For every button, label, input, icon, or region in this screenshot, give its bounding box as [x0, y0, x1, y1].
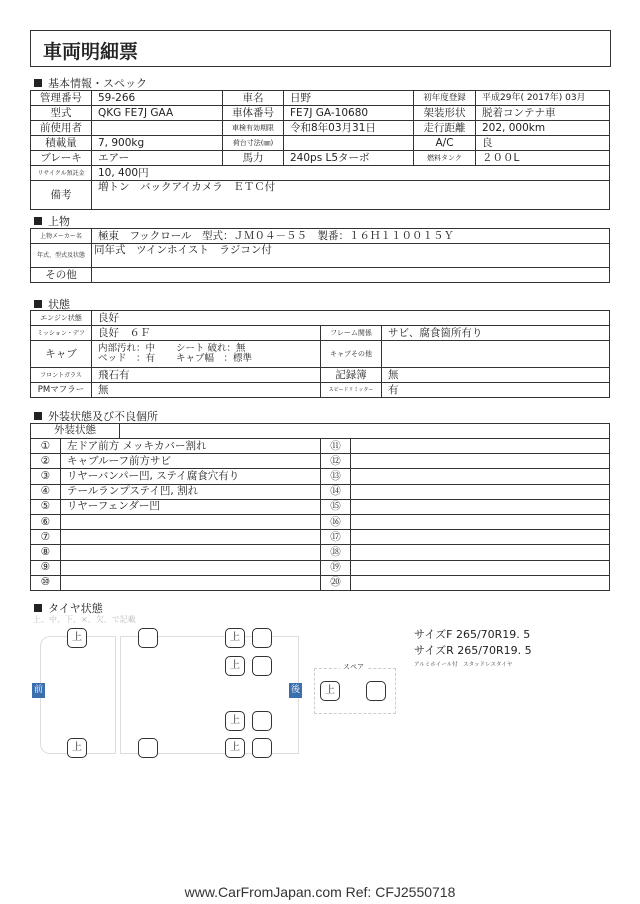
exterior-item-text: 左ドア前方 メッキカバー割れ — [61, 439, 321, 454]
tire-rear4-inner[interactable] — [252, 738, 272, 758]
exterior-item-text — [351, 499, 610, 514]
exterior-item-text — [351, 439, 610, 454]
exterior-item-number: ⑰ — [321, 530, 351, 545]
square-bullet-icon — [34, 300, 42, 308]
exterior-item-text — [351, 545, 610, 560]
label-windshield: フロントガラス — [31, 368, 92, 383]
exterior-item-number: ⑫ — [321, 454, 351, 469]
exterior-item-text: テールランプステイ凹, 割れ — [61, 484, 321, 499]
exterior-item-number: ⑳ — [321, 575, 351, 590]
tire-rear2-outer[interactable]: 上 — [225, 656, 245, 676]
table-row — [31, 136, 610, 151]
label-cab-other: キャブその他 — [321, 341, 382, 368]
label-bed-dimensions: 荷台寸法(㎜) — [223, 136, 284, 151]
cab-seat: シート 破れ：無 — [176, 343, 246, 354]
label-management-no: 管理番号 — [31, 91, 92, 106]
label-chassis-no: 車体番号 — [223, 106, 284, 121]
value-frame: サビ、腐食箇所有り — [382, 326, 610, 341]
exterior-item-text — [351, 484, 610, 499]
value-load-capacity: 7, 900kg — [92, 136, 223, 151]
table-row — [31, 545, 610, 560]
exterior-item-number: ⑨ — [31, 560, 61, 575]
section-basic-heading — [34, 75, 147, 91]
value-horsepower: 240ps L5ターボ — [284, 151, 414, 166]
table-row — [31, 268, 610, 283]
label-horsepower: 馬力 — [223, 151, 284, 166]
table-row — [31, 151, 610, 166]
table-row — [31, 514, 610, 529]
label-remarks: 備考 — [31, 181, 92, 210]
exterior-item-number: ⑮ — [321, 499, 351, 514]
tire-rear3-outer[interactable]: 上 — [225, 711, 245, 731]
exterior-item-text — [61, 530, 321, 545]
page-title: 車両明細票 — [43, 41, 139, 63]
condition-table — [30, 310, 610, 398]
value-cab-other — [382, 341, 610, 368]
section-basic-title: 基本情報・スペック — [48, 77, 147, 90]
value-speed-limiter: 有 — [382, 383, 610, 398]
exterior-item-text — [351, 530, 610, 545]
exterior-item-text — [351, 560, 610, 575]
exterior-item-text — [61, 514, 321, 529]
exterior-item-text — [61, 575, 321, 590]
value-record-book: 無 — [382, 368, 610, 383]
section-body-title: 上物 — [48, 215, 70, 228]
table-row — [31, 326, 610, 341]
value-body-year: 同年式 ツインホイスト ラジコン付 — [92, 244, 610, 268]
value-fuel-tank: ２００L — [476, 151, 610, 166]
label-inspection-expiry: 車検有効期限 — [223, 121, 284, 136]
table-row — [31, 499, 610, 514]
table-row — [31, 244, 610, 268]
exterior-item-number: ⑦ — [31, 530, 61, 545]
value-inspection-expiry: 令和8年03月31日 — [284, 121, 414, 136]
value-car-name: 日野 — [284, 91, 414, 106]
value-engine: 良好 — [92, 311, 610, 326]
label-body-maker: 上物メーカー名 — [31, 229, 92, 244]
label-first-registration: 初年度登録 — [414, 91, 476, 106]
label-car-name: 車名 — [223, 91, 284, 106]
label-cab: キャブ — [31, 341, 92, 368]
table-row — [31, 454, 610, 469]
exterior-item-text — [351, 454, 610, 469]
table-row — [31, 229, 610, 244]
tire-rear1-inner[interactable] — [252, 628, 272, 648]
exterior-item-number: ⑧ — [31, 545, 61, 560]
footer-reference: www.CarFromJapan.com Ref: CFJ2550718 — [184, 884, 456, 900]
table-row — [31, 560, 610, 575]
exterior-item-number: ⑥ — [31, 514, 61, 529]
label-speed-limiter: スピードリミッター — [321, 383, 382, 398]
label-previous-user: 前使用者 — [31, 121, 92, 136]
value-mission: 良好 ６Ｆ — [92, 326, 321, 341]
table-row — [31, 484, 610, 499]
value-management-no: 59-266 — [92, 91, 223, 106]
cab-width: キャブ幅 ：標準 — [176, 353, 253, 364]
table-row — [31, 166, 610, 181]
label-body-year: 年式、型式及状態 — [31, 244, 92, 268]
value-pm-muffler: 無 — [92, 383, 321, 398]
exterior-item-text — [351, 469, 610, 484]
value-ac: 良 — [476, 136, 610, 151]
cab-line-2 — [98, 354, 320, 364]
label-brake: ブレーキ — [31, 151, 92, 166]
label-record-book: 記録簿 — [321, 368, 382, 383]
exterior-item-text — [351, 575, 610, 590]
section-exterior-heading — [34, 408, 158, 424]
label-mileage: 走行距離 — [414, 121, 476, 136]
label-load-capacity: 積載量 — [31, 136, 92, 151]
value-bed-dimensions — [284, 136, 414, 151]
exterior-item-text: リヤーバンパー凹, ステイ腐食穴有り — [61, 469, 321, 484]
tire-hint: 上、中、下、×、欠、で記載 — [33, 615, 136, 624]
tire-rear1-outer[interactable]: 上 — [225, 628, 245, 648]
tire-size-front: サイズF 265/70R19. 5 — [414, 628, 531, 641]
section-exterior-title: 外装状態及び不良個所 — [48, 410, 158, 423]
table-row — [31, 106, 610, 121]
value-mileage: 202, 000km — [476, 121, 610, 136]
exterior-item-number: ⑩ — [31, 575, 61, 590]
value-first-registration: 平成29年( 2017年) 03月 — [476, 91, 610, 106]
label-pm-muffler: PMマフラー — [31, 383, 92, 398]
section-body-heading — [34, 213, 70, 229]
value-recycle-fee: 10, 400円 — [92, 166, 610, 181]
spare-label: スペア — [340, 662, 367, 672]
table-row — [31, 424, 610, 439]
label-body-other: その他 — [31, 268, 92, 283]
label-fuel-tank: 燃料タンク — [414, 151, 476, 166]
exterior-item-number: ② — [31, 454, 61, 469]
value-model: QKG FE7J GAA — [92, 106, 223, 121]
exterior-item-number: ⑪ — [321, 439, 351, 454]
table-row — [31, 368, 610, 383]
exterior-header-cell — [31, 424, 610, 439]
table-row — [31, 383, 610, 398]
label-mission: ミッション・デフ — [31, 326, 92, 341]
exterior-item-text: キャブルーフ前方サビ — [61, 454, 321, 469]
tire-rear3-inner[interactable] — [252, 711, 272, 731]
section-tire-title: タイヤ状態 — [48, 602, 103, 615]
value-brake: エアー — [92, 151, 223, 166]
value-windshield: 飛石有 — [92, 368, 321, 383]
tire-note: アルミホイール付 スタッドレスタイヤ — [414, 662, 513, 668]
tire-spare-2[interactable] — [366, 681, 386, 701]
square-bullet-icon — [34, 79, 42, 87]
exterior-item-number: ⑤ — [31, 499, 61, 514]
tire-spare-1[interactable]: 上 — [320, 681, 340, 701]
table-row — [31, 439, 610, 454]
exterior-item-text — [351, 514, 610, 529]
label-model: 型式 — [31, 106, 92, 121]
label-engine: エンジン状態 — [31, 311, 92, 326]
exterior-item-text: リヤーフェンダー凹 — [61, 499, 321, 514]
table-row — [31, 575, 610, 590]
tire-front-left[interactable]: 上 — [67, 628, 87, 648]
exterior-sub-label: 外装状態 — [31, 424, 120, 438]
label-body-type: 架装形状 — [414, 106, 476, 121]
table-row — [31, 91, 610, 106]
exterior-item-number: ③ — [31, 469, 61, 484]
exterior-item-number: ④ — [31, 484, 61, 499]
tire-mid-left[interactable] — [138, 628, 158, 648]
table-row — [31, 469, 610, 484]
square-bullet-icon — [34, 604, 42, 612]
exterior-table — [30, 423, 610, 591]
tire-rear4-outer[interactable]: 上 — [225, 738, 245, 758]
table-row — [31, 181, 610, 210]
exterior-item-number: ⑭ — [321, 484, 351, 499]
exterior-item-number: ⑬ — [321, 469, 351, 484]
table-row — [31, 341, 610, 368]
tire-front-right[interactable]: 上 — [67, 738, 87, 758]
tire-size-rear: サイズR 265/70R19. 5 — [414, 644, 532, 657]
value-body-maker: 極東 フックロール 型式：ＪＭ０４－５５ 製番：１６Ｈ１１００１５Ｙ — [92, 229, 610, 244]
square-bullet-icon — [34, 412, 42, 420]
rear-badge: 後 — [289, 683, 302, 698]
exterior-item-number: ⑱ — [321, 545, 351, 560]
exterior-item-number: ⑯ — [321, 514, 351, 529]
tire-rear2-inner[interactable] — [252, 656, 272, 676]
value-chassis-no: FE7J GA-10680 — [284, 106, 414, 121]
cab-dirt: 内部汚れ：中 — [98, 343, 156, 354]
body-table — [30, 228, 610, 283]
table-row — [31, 530, 610, 545]
cab-outline — [40, 636, 116, 754]
front-badge: 前 — [32, 683, 45, 698]
title-box — [30, 30, 611, 67]
basic-info-table — [30, 90, 610, 210]
section-condition-title: 状態 — [48, 298, 70, 311]
tire-mid-right[interactable] — [138, 738, 158, 758]
exterior-item-text — [61, 545, 321, 560]
exterior-item-text — [61, 560, 321, 575]
square-bullet-icon — [34, 217, 42, 225]
exterior-item-number: ① — [31, 439, 61, 454]
value-body-other — [92, 268, 610, 283]
value-remarks: 増トン バックアイカメラ ＥＴＣ付 — [92, 181, 610, 210]
value-previous-user — [92, 121, 223, 136]
table-row — [31, 121, 610, 136]
value-cab — [92, 341, 321, 368]
label-frame: フレーム関係 — [321, 326, 382, 341]
bed-outline — [120, 636, 299, 754]
label-recycle-fee: リサイクル預託金 — [31, 166, 92, 181]
cab-bed: ベッド ：有 — [98, 353, 156, 364]
exterior-item-number: ⑲ — [321, 560, 351, 575]
table-row — [31, 311, 610, 326]
value-body-type: 脱着コンテナ車 — [476, 106, 610, 121]
label-ac: A/C — [414, 136, 476, 151]
